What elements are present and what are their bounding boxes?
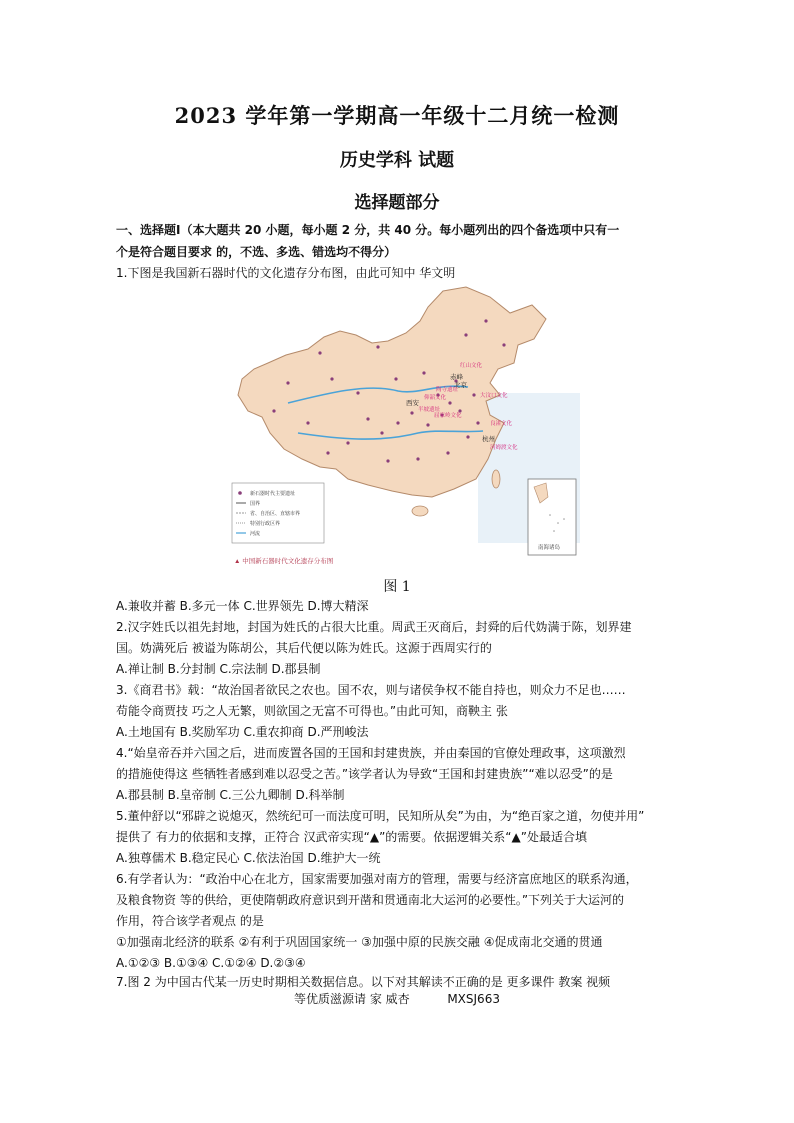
footer-text: 等优质滋源请 家 威杏 [294,992,410,1006]
map-title: ▲ 中国新石器时代文化遗存分布图 [234,558,334,565]
q4-stem-line-2: 的措施使得这 些牺牲者感到难以忍受之苦。”该学者认为导致“王国和封建贵族”“难以忍受”的是 [116,767,613,781]
south-china-sea-inset [528,479,576,555]
q2-stem-line-2: 国。妫满死后 被谥为陈胡公，其后代便以陈为姓氏。这源于西周实行的 [116,641,492,655]
culture-label: 仰韶文化 [424,395,447,401]
exam-subtitle: 历史学科 试题 [339,150,455,171]
q6-stem-line-1: 6.有学者认为：“政治中心在北方，国家需要加强对南方的管理，需要与经济富庶地区的联系沟通， [116,872,638,886]
culture-label: 屈家岭文化 [434,413,462,419]
exam-title: 2023 学年第一学期高一年级十二月统一检测 [174,103,620,128]
q6-items: ①加强南北经济的联系 ②有利于巩固国家统一 ③加强中原的民族交融 ④促成南北交通的贯通 [116,935,603,949]
q5-stem-line-2: 提供了 有力的依据和支撑，正符合 汉武帝实现“▲”的需要。依据逻辑关系“▲”处最适合填 [116,830,587,844]
hainan-island [412,506,428,516]
culture-label: 良渚文化 [490,421,513,427]
legend-river: 河流 [250,531,261,537]
culture-label: 河姆渡文化 [490,445,518,451]
q6-stem-line-2: 及粮食物资 等的供给，更使隋朝政府意识到开凿和贯通南北大运河的必要性。”下列关于大运河的 [116,893,625,907]
footer-code: MXSJ663 [447,992,500,1006]
q4-options: A.郡县制 B.皇帝制 C.三公九卿制 D.科举制 [116,788,345,802]
figure-1-caption: 图 1 [383,579,411,595]
q4-stem-line-1: 4.“始皇帝吞并六国之后，进而废置各国的王国和封建贵族，并由秦国的官僚处理政事，这项激烈 [116,746,626,760]
q1-stem: 1.下图是我国新石器时代的文化遗存分布图，由此可知中 华文明 [116,266,456,280]
culture-label: 半坡遗址 [418,407,441,413]
city-chifeng: 赤峰 [450,374,463,381]
culture-label: 大汶口文化 [480,393,508,399]
q3-options: A.土地国有 B.奖励军功 C.重农抑商 D.严刑峻法 [116,725,369,739]
instructions-line-1: 一、选择题Ⅰ（本大题共 20 小题，每小题 2 分，共 40 分。每小题列出的四个备选项中只有一 [116,223,620,237]
q6-options: A.①②③ B.①③④ C.①②④ D.②③④ [116,956,306,970]
q3-stem-line-2: 苟能令商贾技 巧之人无繁，则欲国之无富不可得也。”由此可知，商鞅主 张 [116,704,508,718]
footer [0,990,794,1007]
map-legend [232,483,324,543]
legend-sites: 新石器时代主要遗址 [250,491,296,497]
q2-stem-line-1: 2.汉字姓氏以祖先封地，封国为姓氏的占很大比重。周武王灭商后，封舜的后代妫满于陈，划界建 [116,620,632,634]
map-svg [228,283,580,573]
section-heading: 选择题部分 [354,193,440,213]
q5-stem-line-1: 5.董仲舒以“邪辟之说熄灭，然统纪可一而法度可明，民知所从矣”为由，为“绝百家之道，勿使并用” [116,809,645,823]
q6-stem-line-3: 作用，符合该学者观点 的是 [116,914,264,928]
culture-label: 陶寺遗址 [436,387,459,393]
legend-border: 国界 [250,501,261,507]
legend-sar: 特别行政区界 [250,521,281,527]
legend-province: 省、自治区、直辖市界 [250,511,301,517]
city-xian: 西安 [406,400,419,407]
q2-options: A.禅让制 B.分封制 C.宗法制 D.郡县制 [116,662,321,676]
city-hangzhou: 杭州 [482,436,495,443]
city-beijing: 北京 [454,382,467,389]
q1-options: A.兼收并蓄 B.多元一体 C.世界领先 D.博大精深 [116,599,369,613]
q3-stem-line-1: 3.《商君书》载：“故治国者欲民之农也。国不农，则与诸侯争权不能自持也，则众力不足也…… [116,683,626,697]
inset-label: 南海诸岛 [538,545,561,551]
taiwan-island [492,470,500,488]
culture-label: 红山文化 [460,363,483,369]
neolithic-culture-map [228,283,580,573]
q5-options: A.独尊儒术 B.稳定民心 C.依法治国 D.维护大一统 [116,851,381,865]
instructions-line-2: 个是符合题目要求 的，不选、多选、错选均不得分） [116,245,397,259]
q7-stem: 7.图 2 为中国古代某一历史时期相关数据信息。以下对其解读不正确的是 更多课件 教案 视频 [116,975,611,989]
